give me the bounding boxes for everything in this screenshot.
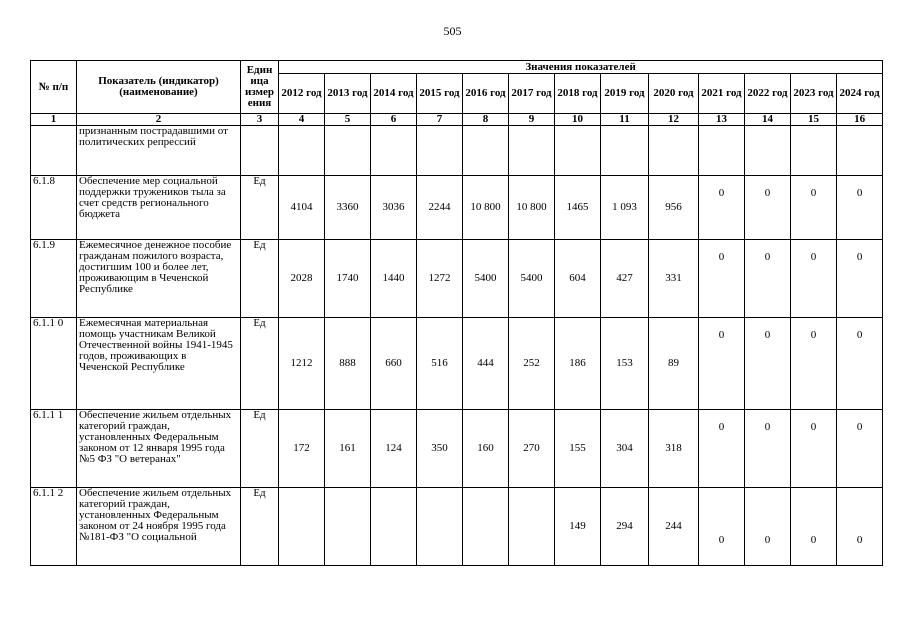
header-indicator: Показатель (индикатор) (наименование) <box>77 61 241 114</box>
column-number: 12 <box>649 114 699 126</box>
header-year: 2018 год <box>555 74 601 114</box>
value-cell: 0 <box>699 318 745 410</box>
value-cell <box>837 126 883 176</box>
value-cell: 0 <box>791 488 837 566</box>
unit-cell <box>241 126 279 176</box>
header-year: 2013 год <box>325 74 371 114</box>
column-number: 15 <box>791 114 837 126</box>
value-cell: 5400 <box>509 240 555 318</box>
column-number: 5 <box>325 114 371 126</box>
row-number: 6.1.1 0 <box>31 318 77 410</box>
value-cell <box>463 126 509 176</box>
value-cell <box>649 126 699 176</box>
column-number: 10 <box>555 114 601 126</box>
value-cell: 0 <box>699 488 745 566</box>
value-cell: 304 <box>601 410 649 488</box>
header-unit: Един ица измер ения <box>241 61 279 114</box>
value-cell: 0 <box>745 318 791 410</box>
value-cell: 10 800 <box>509 176 555 240</box>
value-cell: 1740 <box>325 240 371 318</box>
value-cell: 0 <box>745 176 791 240</box>
value-cell <box>791 126 837 176</box>
header-year: 2019 год <box>601 74 649 114</box>
unit-cell: Ед <box>241 318 279 410</box>
column-number: 7 <box>417 114 463 126</box>
value-cell <box>325 488 371 566</box>
value-cell: 0 <box>745 240 791 318</box>
indicators-table <box>30 60 883 566</box>
value-cell: 1212 <box>279 318 325 410</box>
table-row <box>31 318 883 410</box>
unit-cell: Ед <box>241 176 279 240</box>
value-cell: 427 <box>601 240 649 318</box>
value-cell: 0 <box>837 488 883 566</box>
value-cell: 252 <box>509 318 555 410</box>
table-row <box>31 488 883 566</box>
header-year: 2014 год <box>371 74 417 114</box>
table-row <box>31 176 883 240</box>
column-number: 8 <box>463 114 509 126</box>
value-cell: 516 <box>417 318 463 410</box>
value-cell: 2028 <box>279 240 325 318</box>
value-cell: 0 <box>745 410 791 488</box>
header-year: 2012 год <box>279 74 325 114</box>
row-number: 6.1.1 2 <box>31 488 77 566</box>
row-number: 6.1.8 <box>31 176 77 240</box>
value-cell: 0 <box>837 410 883 488</box>
value-cell: 0 <box>837 176 883 240</box>
header-year: 2017 год <box>509 74 555 114</box>
value-cell: 124 <box>371 410 417 488</box>
value-cell <box>325 126 371 176</box>
table-row <box>31 410 883 488</box>
row-number: 6.1.9 <box>31 240 77 318</box>
value-cell <box>371 488 417 566</box>
column-number: 11 <box>601 114 649 126</box>
table-row <box>31 126 883 176</box>
table-body <box>31 126 883 566</box>
value-cell <box>463 488 509 566</box>
value-cell: 186 <box>555 318 601 410</box>
value-cell: 149 <box>555 488 601 566</box>
column-number: 9 <box>509 114 555 126</box>
value-cell: 161 <box>325 410 371 488</box>
value-cell: 4104 <box>279 176 325 240</box>
value-cell: 1465 <box>555 176 601 240</box>
header-year: 2015 год <box>417 74 463 114</box>
value-cell <box>509 126 555 176</box>
column-number: 4 <box>279 114 325 126</box>
value-cell: 0 <box>699 240 745 318</box>
value-cell: 2244 <box>417 176 463 240</box>
indicator-name: признанным пострадавшими от политических репрессий <box>77 126 241 176</box>
value-cell: 1440 <box>371 240 417 318</box>
row-number <box>31 126 77 176</box>
header-year: 2023 год <box>791 74 837 114</box>
header-num: № п/п <box>31 61 77 114</box>
unit-cell: Ед <box>241 410 279 488</box>
value-cell <box>279 488 325 566</box>
value-cell: 0 <box>791 410 837 488</box>
value-cell: 0 <box>791 176 837 240</box>
header-year: 2022 год <box>745 74 791 114</box>
value-cell: 0 <box>745 488 791 566</box>
value-cell: 3360 <box>325 176 371 240</box>
value-cell <box>279 126 325 176</box>
value-cell: 10 800 <box>463 176 509 240</box>
indicator-name: Обеспечение мер социальной поддержки тружеников тыла за счет средств регионального бюджета <box>77 176 241 240</box>
value-cell: 155 <box>555 410 601 488</box>
indicator-name: Ежемесячная материальная помощь участникам Великой Отечественной войны 1941-1945 годов, проживающих в Чеченской Республике <box>77 318 241 410</box>
header-year: 2016 год <box>463 74 509 114</box>
value-cell <box>555 126 601 176</box>
value-cell: 172 <box>279 410 325 488</box>
header-year: 2020 год <box>649 74 699 114</box>
value-cell <box>371 126 417 176</box>
value-cell: 444 <box>463 318 509 410</box>
unit-cell: Ед <box>241 488 279 566</box>
column-number: 16 <box>837 114 883 126</box>
header-year: 2021 год <box>699 74 745 114</box>
page-number: 505 <box>443 24 462 38</box>
value-cell: 89 <box>649 318 699 410</box>
value-cell: 0 <box>837 318 883 410</box>
value-cell: 5400 <box>463 240 509 318</box>
indicator-name: Обеспечение жильем отдельных категорий граждан, установленных Федеральным законом от 12 января 1995 года №5 ФЗ "О ветеранах" <box>77 410 241 488</box>
value-cell <box>699 126 745 176</box>
value-cell: 604 <box>555 240 601 318</box>
value-cell: 160 <box>463 410 509 488</box>
indicator-name: Ежемесячное денежное пособие гражданам пожилого возраста, достигшим 100 и более лет, проживающим в Чеченской Республике <box>77 240 241 318</box>
value-cell: 888 <box>325 318 371 410</box>
value-cell: 350 <box>417 410 463 488</box>
value-cell: 660 <box>371 318 417 410</box>
value-cell: 1 093 <box>601 176 649 240</box>
row-number: 6.1.1 1 <box>31 410 77 488</box>
table-row <box>31 240 883 318</box>
value-cell: 294 <box>601 488 649 566</box>
value-cell: 0 <box>791 318 837 410</box>
value-cell <box>745 126 791 176</box>
value-cell: 153 <box>601 318 649 410</box>
column-number: 3 <box>241 114 279 126</box>
value-cell: 0 <box>699 176 745 240</box>
value-cell <box>417 126 463 176</box>
value-cell: 956 <box>649 176 699 240</box>
header-values-group: Значения показателей <box>279 61 883 74</box>
value-cell <box>417 488 463 566</box>
value-cell <box>509 488 555 566</box>
value-cell: 0 <box>837 240 883 318</box>
column-number: 1 <box>31 114 77 126</box>
value-cell: 318 <box>649 410 699 488</box>
value-cell: 244 <box>649 488 699 566</box>
column-number: 6 <box>371 114 417 126</box>
header-year: 2024 год <box>837 74 883 114</box>
value-cell: 0 <box>699 410 745 488</box>
column-number: 2 <box>77 114 241 126</box>
column-number: 13 <box>699 114 745 126</box>
value-cell: 1272 <box>417 240 463 318</box>
value-cell: 270 <box>509 410 555 488</box>
value-cell: 0 <box>791 240 837 318</box>
column-number: 14 <box>745 114 791 126</box>
value-cell: 331 <box>649 240 699 318</box>
unit-cell: Ед <box>241 240 279 318</box>
value-cell: 3036 <box>371 176 417 240</box>
indicator-name: Обеспечение жильем отдельных категорий граждан, установленных Федеральным законом от 24 ноября 1995 года №181-ФЗ "О социальной <box>77 488 241 566</box>
value-cell <box>601 126 649 176</box>
